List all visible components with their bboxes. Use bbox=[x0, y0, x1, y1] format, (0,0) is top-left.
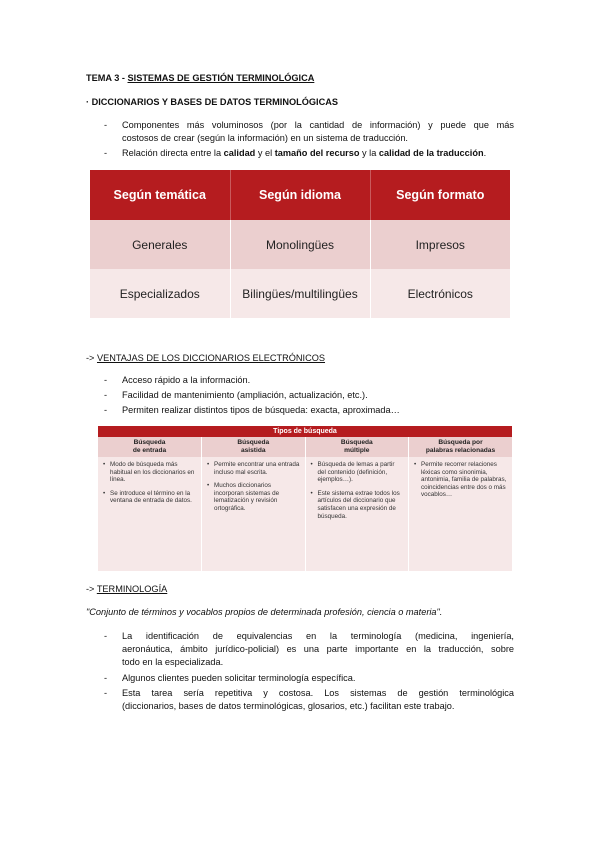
section2-title-text: VENTAJAS DE LOS DICCIONARIOS ELECTRÓNICOS bbox=[96, 353, 326, 363]
heading-prefix: TEMA 3 - bbox=[86, 73, 128, 83]
search-types-table bbox=[98, 426, 512, 571]
table-cell: Bilingües/multilingües bbox=[230, 269, 370, 318]
list-item: • Permite recorrer relaciones léxicas como sinonimia, antonimia, familia de palabras, coincidencias entre dos o más vocablos… bbox=[421, 461, 508, 499]
header-line: Búsqueda bbox=[340, 439, 373, 446]
header-line: múltiple bbox=[344, 447, 370, 454]
bold-run: calidad de la traducción bbox=[378, 148, 484, 158]
bold-run: calidad bbox=[223, 148, 256, 158]
table-cell: Electrónicos bbox=[370, 269, 510, 318]
table-header: Según formato bbox=[370, 170, 510, 220]
text-run: y la bbox=[359, 148, 379, 158]
bullet-dash: - bbox=[104, 390, 108, 400]
bold-run: tamaño del recurso bbox=[274, 148, 360, 158]
dictionary-types-table bbox=[90, 170, 510, 318]
list-item: • Modo de búsqueda más habitual en los diccionarios en línea. bbox=[110, 461, 197, 484]
section3-title-text: TERMINOLOGÍA bbox=[96, 584, 168, 594]
table-cell bbox=[305, 457, 409, 571]
table-cell: Especializados bbox=[90, 269, 230, 318]
search-types-grid bbox=[98, 437, 512, 571]
table-header-row bbox=[90, 170, 510, 220]
header-line: asistida bbox=[240, 447, 266, 454]
header-line: Búsqueda bbox=[237, 439, 270, 446]
table-row bbox=[90, 269, 510, 318]
section2-bullet-1: Acceso rápido a la información. bbox=[122, 375, 251, 385]
table-cell: Impresos bbox=[370, 220, 510, 269]
list-item: • Búsqueda de lemas a partir del contenido (definición, ejemplos…). bbox=[318, 461, 405, 484]
table-row bbox=[90, 220, 510, 269]
terminology-definition: "Conjunto de términos y vocablos propios de determinada profesión, ciencia o materia". bbox=[86, 607, 443, 617]
bullet-dash: - bbox=[104, 148, 108, 158]
bullet-dash: - bbox=[104, 631, 108, 641]
table-header bbox=[202, 437, 306, 457]
bullet-line: todo en la especializada. bbox=[122, 657, 224, 667]
header-line: Búsqueda bbox=[133, 439, 166, 446]
table-header-row bbox=[98, 437, 512, 457]
search-types-title: Tipos de búsqueda bbox=[98, 426, 512, 437]
table-cell bbox=[202, 457, 306, 571]
bullet-line: La identificación de equivalencias en la terminología (medicina, ingeniería, bbox=[122, 631, 514, 641]
table-header bbox=[409, 437, 513, 457]
table-header: Según temática bbox=[90, 170, 230, 220]
bullet-dash: - bbox=[104, 120, 108, 130]
table-cell: Monolingües bbox=[230, 220, 370, 269]
section1-title: · DICCIONARIOS Y BASES DE DATOS TERMINOLÓGICAS bbox=[86, 97, 338, 107]
list-item: • Se introduce el término en la ventana de entrada de datos. bbox=[110, 490, 197, 505]
table-header bbox=[98, 437, 202, 457]
bullet-line: Componentes más voluminosos (por la cantidad de información) y puede que más bbox=[122, 120, 514, 130]
list-item: • Este sistema extrae todos los artículos del diccionario que satisfacen una expresión de búsqueda. bbox=[318, 490, 405, 520]
table-row bbox=[98, 457, 512, 571]
section3-bullet-2 bbox=[122, 672, 514, 685]
arrow-prefix: -> bbox=[86, 353, 97, 363]
table-cell bbox=[98, 457, 202, 571]
section1-bullet-1 bbox=[122, 119, 514, 145]
bullet-line: aeronáutica, ámbito jurídico-policial) es una parte importante en la traducción, sobre bbox=[122, 644, 514, 654]
table-cell bbox=[409, 457, 513, 571]
bullet-line: (diccionarios, bases de datos terminológicas, glosarios, etc.) facilitan este trabajo. bbox=[122, 701, 455, 711]
table-header bbox=[305, 437, 409, 457]
bullet-line: Esta tarea sería repetitiva y costosa. Los sistemas de gestión terminológica bbox=[122, 688, 514, 698]
section1-bullet-2 bbox=[122, 147, 514, 160]
header-line: palabras relacionadas bbox=[425, 447, 496, 454]
text-run: Relación directa entre la bbox=[122, 148, 224, 158]
table-cell: Generales bbox=[90, 220, 230, 269]
bullet-line: Algunos clientes pueden solicitar terminología específica. bbox=[122, 673, 356, 683]
page-heading bbox=[86, 72, 314, 85]
header-line: de entrada bbox=[132, 447, 167, 454]
section2-title bbox=[86, 352, 325, 365]
bullet-dash: - bbox=[104, 673, 108, 683]
heading-title: SISTEMAS DE GESTIÓN TERMINOLÓGICA bbox=[127, 73, 315, 83]
text-run: . bbox=[483, 148, 487, 158]
section2-bullet-3: Permiten realizar distintos tipos de búsqueda: exacta, aproximada… bbox=[122, 405, 400, 415]
section3-title bbox=[86, 583, 167, 596]
text-run: y el bbox=[255, 148, 275, 158]
section3-bullet-3 bbox=[122, 687, 514, 713]
header-line: Búsqueda por bbox=[438, 439, 483, 446]
bullet-dash: - bbox=[104, 405, 108, 415]
section3-bullet-1 bbox=[122, 630, 514, 669]
section2-bullet-2: Facilidad de mantenimiento (ampliación, actualización, etc.). bbox=[122, 390, 368, 400]
arrow-prefix: -> bbox=[86, 584, 97, 594]
bullet-dash: - bbox=[104, 375, 108, 385]
bullet-dash: - bbox=[104, 688, 108, 698]
bullet-line: costosos de crear (según la información) en un sistema de traducción. bbox=[122, 133, 408, 143]
list-item: • Permite encontrar una entrada incluso mal escrita. bbox=[214, 461, 301, 476]
table-header: Según idioma bbox=[230, 170, 370, 220]
list-item: • Muchos diccionarios incorporan sistemas de lematización y revisión ortográfica. bbox=[214, 482, 301, 512]
